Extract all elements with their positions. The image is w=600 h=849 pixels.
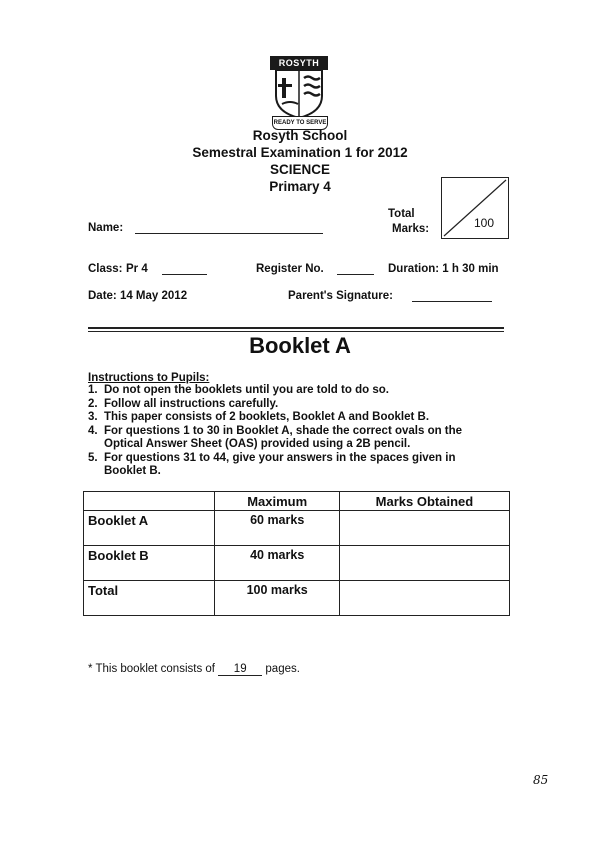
shield-icon: [274, 70, 324, 118]
table-header: Marks Obtained: [339, 492, 509, 511]
list-item: 2. Follow all instructions carefully.: [88, 397, 279, 410]
signature-field[interactable]: [412, 301, 492, 302]
row-label: Total: [84, 581, 215, 616]
list-item: 5. For questions 31 to 44, give your answers in the spaces given in Booklet B.: [88, 451, 456, 477]
row-label: Booklet B: [84, 546, 215, 581]
instructions-title: Instructions to Pupils:: [88, 372, 210, 384]
list-item: 4. For questions 1 to 30 in Booklet A, shade the correct ovals on the Optical Answer Sheet (OAS) provided using a 2B pencil.: [88, 424, 463, 450]
footer-prefix: * This booklet consists of: [88, 663, 215, 675]
total-label: Total: [388, 208, 415, 220]
row-obtained[interactable]: [339, 511, 509, 546]
row-max: 40 marks: [215, 546, 339, 581]
list-item: 3. This paper consists of 2 booklets, Booklet A and Booklet B.: [88, 411, 430, 423]
table-row: [84, 511, 510, 546]
page-count: 19: [218, 663, 262, 676]
register-label: Register No.: [256, 263, 324, 275]
marks-label: Marks:: [392, 223, 430, 235]
row-obtained[interactable]: [339, 546, 509, 581]
booklet-title: Booklet A: [249, 333, 351, 358]
row-obtained[interactable]: [339, 581, 509, 616]
instructions-list: [88, 384, 484, 479]
table-header: Maximum: [215, 492, 339, 511]
instructions: [88, 372, 484, 479]
table-row: [84, 546, 510, 581]
list-item: 1. Do not open the booklets until you are told to do so.: [88, 384, 389, 396]
name-label: Name:: [88, 222, 124, 234]
school-crest: [270, 56, 328, 128]
marks-table: [83, 491, 510, 616]
level: Primary 4: [269, 179, 331, 194]
table-header-row: [84, 492, 510, 511]
class-value: Pr 4: [126, 263, 148, 275]
row-label: Booklet A: [84, 511, 215, 546]
footer-suffix: pages.: [265, 663, 300, 675]
subject: SCIENCE: [269, 162, 330, 177]
class-field[interactable]: [162, 274, 207, 275]
table-header: [84, 492, 215, 511]
exam-title: Semestral Examination 1 for 2012: [192, 145, 408, 160]
total-marks-value: 100: [473, 216, 494, 230]
divider: [88, 327, 504, 329]
row-max: 60 marks: [215, 511, 339, 546]
crest-motto: READY TO SERVE: [272, 116, 328, 130]
table-row: [84, 581, 510, 616]
duration: Duration: 1 h 30 min: [388, 263, 499, 275]
row-max: 100 marks: [215, 581, 339, 616]
total-marks-box: [441, 177, 509, 239]
crest-band: ROSYTH: [270, 56, 328, 70]
name-field[interactable]: [135, 233, 323, 234]
divider: [88, 331, 504, 332]
register-field[interactable]: [337, 274, 374, 275]
school-name: Rosyth School: [252, 128, 348, 143]
page-count-note: [88, 663, 300, 676]
class-label: Class:: [88, 263, 123, 275]
exam-date: Date: 14 May 2012: [88, 290, 188, 302]
margin-note: 85: [533, 773, 549, 787]
signature-label: Parent's Signature:: [288, 290, 393, 302]
